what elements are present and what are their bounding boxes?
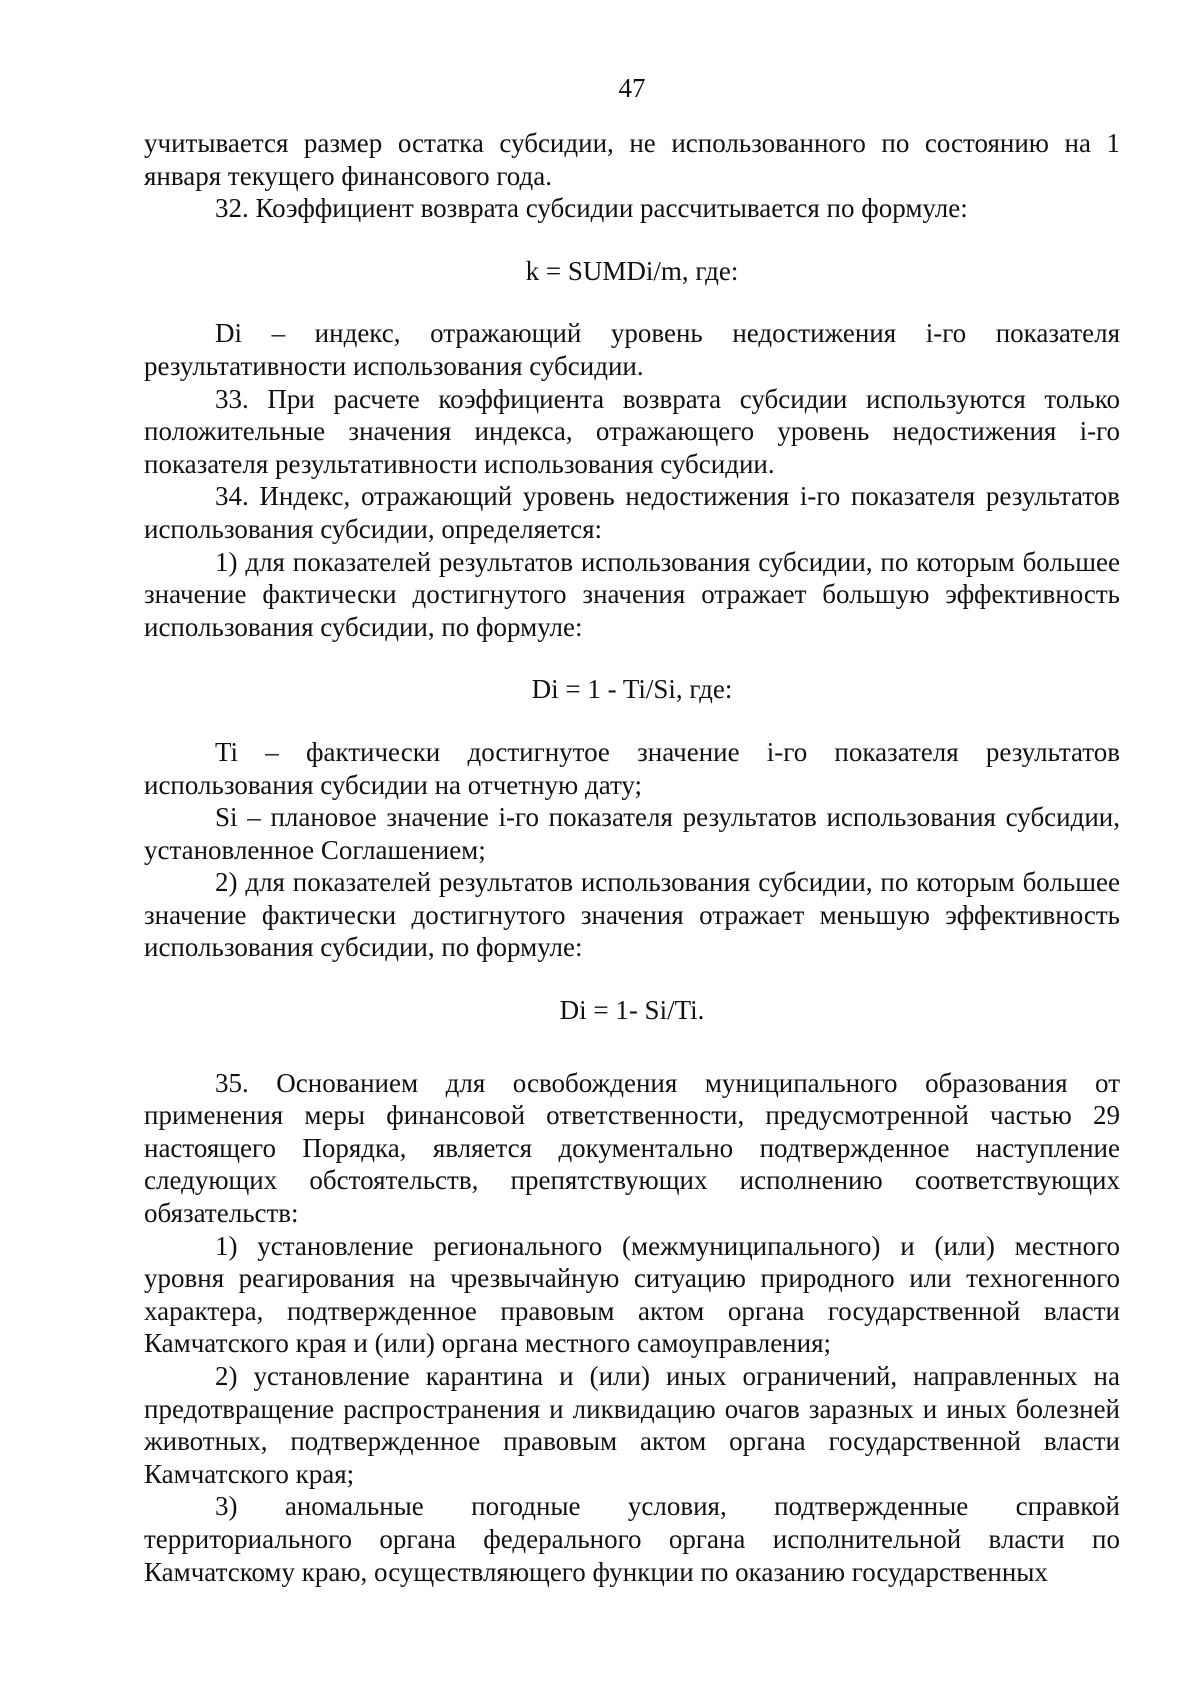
- paragraph-35-item-1: 1) установление регионального (межмуниципального) и (или) местного уровня реагирования на чрезвычайную ситуацию природного или техногенного характера, подтвержденное правовым актом органа государственной власти Камчатского края и (или) органа местного самоуправления;: [144, 1230, 1120, 1359]
- paragraph-34-item-1: 1) для показателей результатов использования субсидии, по которым большее значение фактически достигнутого значения отражает большую эффективность использования субсидии, по формуле:: [144, 546, 1120, 642]
- paragraph-32: 32. Коэффициент возврата субсидии рассчитывается по формуле:: [215, 193, 968, 224]
- paragraph-35-item-3: 3) аномальные погодные условия, подтвержденные справкой территориального органа федерального органа исполнительной власти по Камчатскому краю, осуществляющего функции по оказанию государственных: [144, 1491, 1120, 1587]
- page-number: 47: [618, 73, 646, 103]
- formula-k: k = SUMDi/m, где:: [525, 255, 739, 286]
- formula-di-2: Di = 1- Si/Ti.: [559, 995, 705, 1026]
- paragraph-34: 34. Индекс, отражающий уровень недостижения i-го показателя результатов использования субсидии, определяется:: [144, 481, 1120, 544]
- paragraph-35-item-2: 2) установление карантина и (или) иных ограничений, направленных на предотвращение распространения и ликвидацию очагов заразных и иных болезней животных, подтвержденное правовым актом органа государственной власти Камчатского края;: [144, 1361, 1120, 1489]
- paragraph-di-definition: Di – индекс, отражающий уровень недостижения i-го показателя результативности использования субсидии.: [144, 318, 1120, 381]
- document-body: [144, 127, 1120, 1588]
- paragraph-35: 35. Основанием для освобождения муниципального образования от применения меры финансовой ответственности, предусмотренной частью 29 настоящего Порядка, является документально подтвержденное наступление следующих обстоятельств, препятствующих исполнению соответствующих обязательств:: [144, 1067, 1120, 1229]
- paragraph-si-definition: Si – плановое значение i-го показателя результатов использования субсидии, установленное Соглашением;: [144, 802, 1120, 865]
- formula-di-1: Di = 1 - Ti/Si, где:: [531, 674, 733, 705]
- paragraph-34-item-2: 2) для показателей результатов использования субсидии, по которым большее значение фактически достигнутого значения отражает меньшую эффективность использования субсидии, по формуле:: [144, 867, 1120, 963]
- paragraph-continuation: учитывается размер остатка субсидии, не использованного по состоянию на 1 января текущего финансового года.: [144, 128, 1120, 191]
- paragraph-33: 33. При расчете коэффициента возврата субсидии используются только положительные значения индекса, отражающего уровень недостижения i-го показателя результативности использования субсидии.: [144, 383, 1120, 479]
- paragraph-ti-definition: Ti – фактически достигнутое значение i-го показателя результатов использования субсидии на отчетную дату;: [144, 736, 1120, 800]
